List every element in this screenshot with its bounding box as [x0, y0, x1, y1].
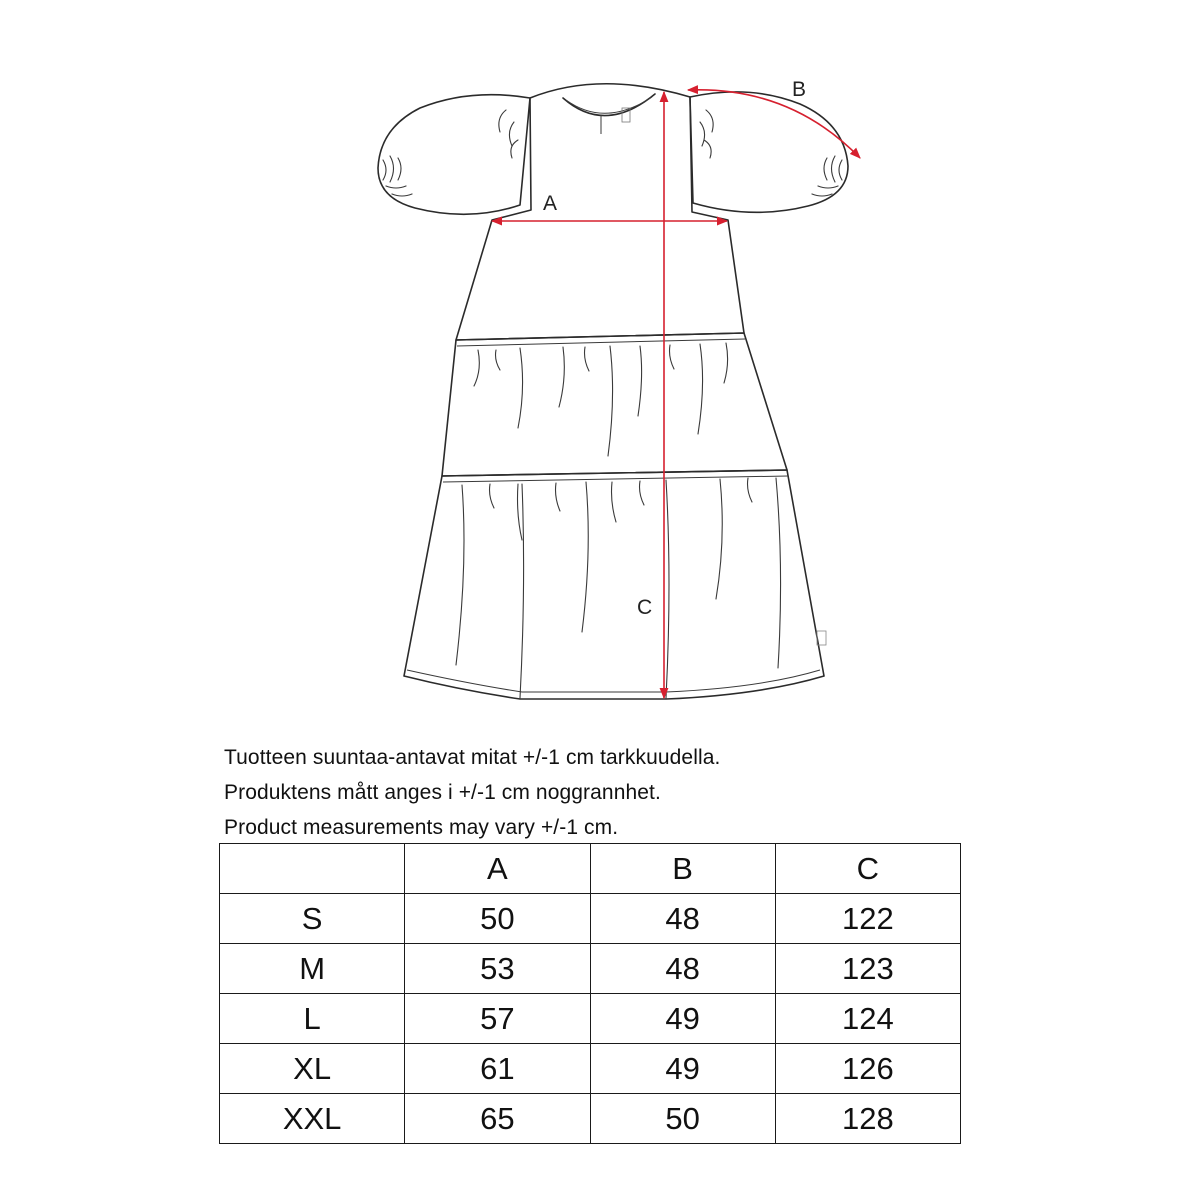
measure-c-label: C	[637, 596, 653, 619]
measure-b-arc	[688, 90, 860, 158]
header-c: C	[775, 844, 960, 894]
neckline	[563, 94, 655, 116]
value-b-cell: 50	[590, 1094, 775, 1144]
value-b-cell: 48	[590, 944, 775, 994]
value-c-cell: 128	[775, 1094, 960, 1144]
size-chart-table	[219, 843, 961, 1144]
tier-1-folds	[474, 343, 728, 456]
header-size	[220, 844, 405, 894]
size-cell: L	[220, 994, 405, 1044]
note-english: Product measurements may vary +/-1 cm.	[224, 816, 619, 839]
tier-2-outline	[404, 470, 824, 699]
tier-2-folds	[456, 478, 781, 698]
value-c-cell: 126	[775, 1044, 960, 1094]
left-sleeve-gathers	[383, 110, 518, 196]
size-cell: XL	[220, 1044, 405, 1094]
value-b-cell: 48	[590, 894, 775, 944]
value-a-cell: 65	[405, 1094, 590, 1144]
value-c-cell: 122	[775, 894, 960, 944]
size-cell: S	[220, 894, 405, 944]
table-header-row	[220, 844, 961, 894]
value-c-cell: 124	[775, 994, 960, 1044]
value-b-cell: 49	[590, 994, 775, 1044]
header-b: B	[590, 844, 775, 894]
measure-b-label: B	[792, 78, 807, 101]
header-a: A	[405, 844, 590, 894]
note-swedish: Produktens mått anges i +/-1 cm noggrannhet.	[224, 781, 661, 804]
right-sleeve-outline	[690, 92, 848, 212]
right-sleeve-gathers	[700, 110, 842, 196]
tier-2-seam	[443, 476, 788, 482]
value-c-cell: 123	[775, 944, 960, 994]
table-row	[220, 1094, 961, 1144]
tier-1-seam	[457, 339, 745, 346]
size-cell: M	[220, 944, 405, 994]
size-cell: XXL	[220, 1094, 405, 1144]
value-a-cell: 50	[405, 894, 590, 944]
measure-a-label: A	[543, 192, 558, 215]
table-row	[220, 944, 961, 994]
measurement-notes	[224, 740, 924, 845]
note-finnish: Tuotteen suuntaa-antavat mitat +/-1 cm tarkkuudella.	[224, 746, 721, 769]
value-a-cell: 53	[405, 944, 590, 994]
value-a-cell: 61	[405, 1044, 590, 1094]
value-a-cell: 57	[405, 994, 590, 1044]
hem-stitch	[407, 670, 820, 692]
table-row	[220, 894, 961, 944]
value-b-cell: 49	[590, 1044, 775, 1094]
tier-1-outline	[442, 333, 787, 476]
table-row	[220, 1044, 961, 1094]
table-row	[220, 994, 961, 1044]
